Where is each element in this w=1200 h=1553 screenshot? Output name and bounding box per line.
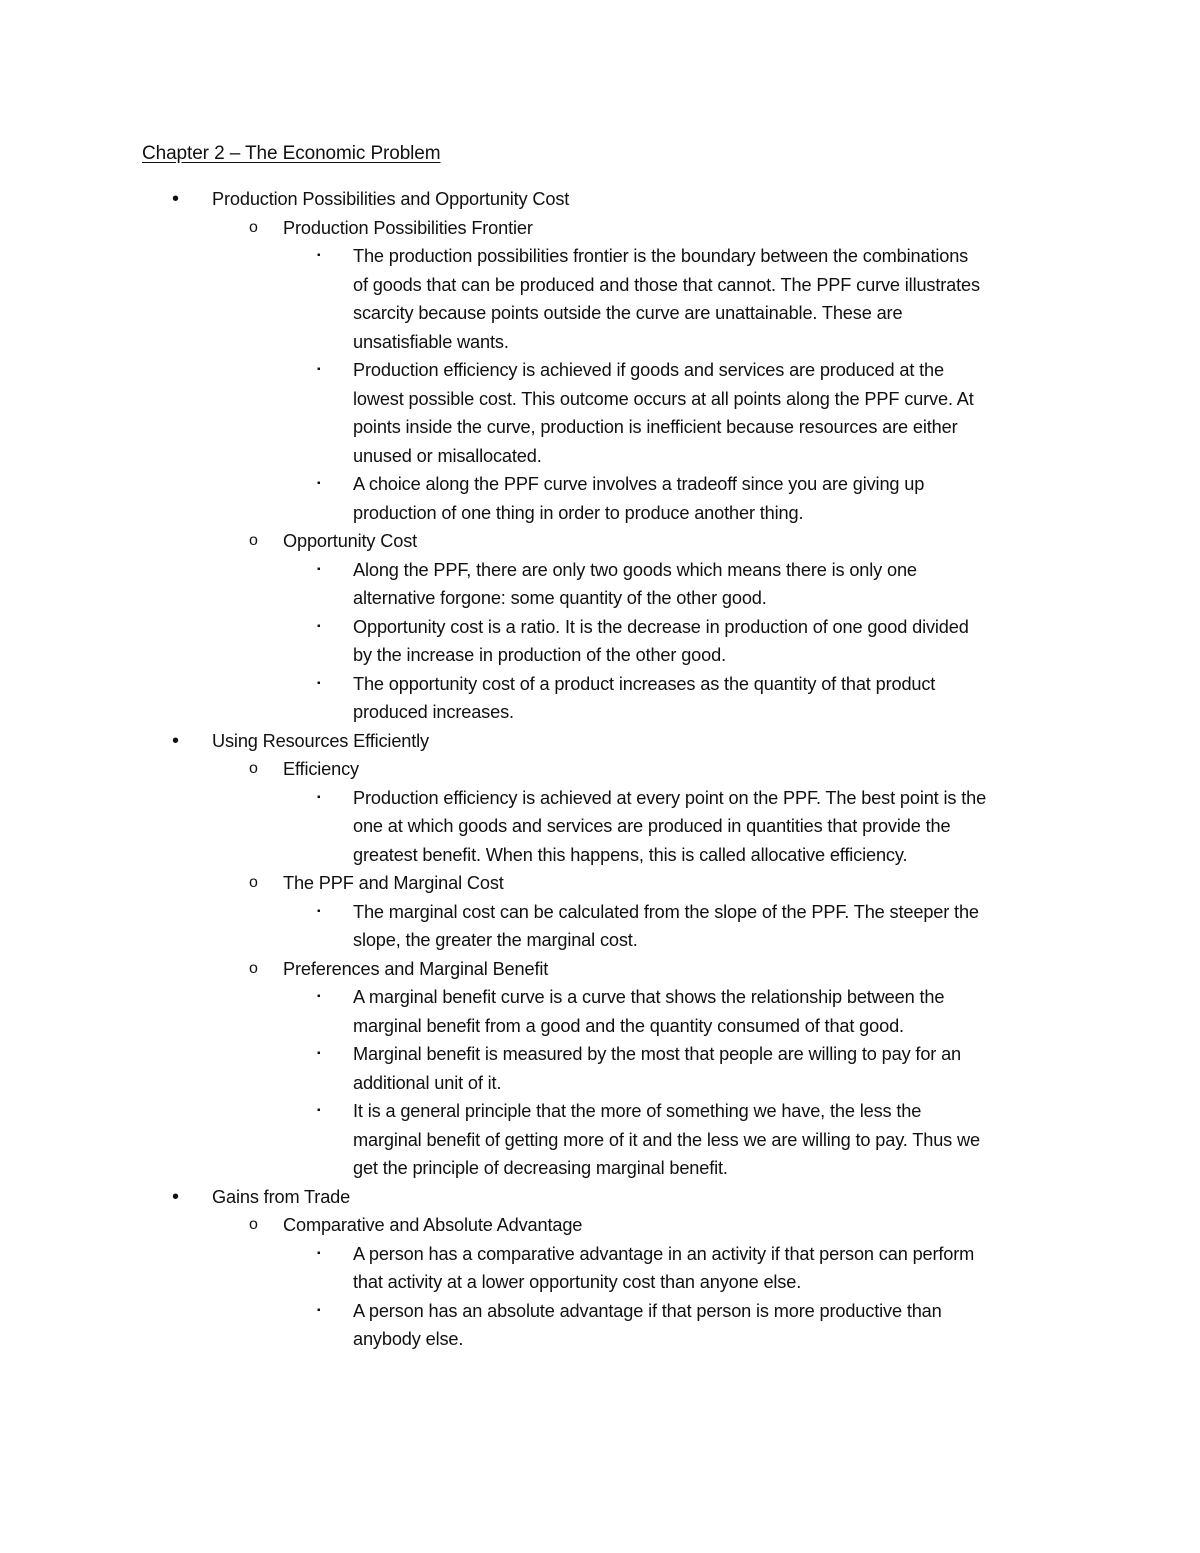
bullet-marker-level-3: ▪ xyxy=(317,620,321,632)
bullet-level-2 xyxy=(0,1211,1200,1240)
continuation-line xyxy=(0,413,1200,442)
bullet-marker-level-3: ▪ xyxy=(317,478,321,489)
line-text: A person has a comparative advantage in an activity if that person can perform xyxy=(353,1243,975,1264)
continuation-line xyxy=(0,499,1200,528)
bullet-marker-level-3: ▪ xyxy=(317,1105,321,1116)
line-text: Production Possibilities Frontier xyxy=(283,217,533,238)
line-text: greatest benefit. When this happens, this is called allocative efficiency. xyxy=(353,844,908,865)
line-text: scarcity because points outside the curve are unattainable. These are xyxy=(353,303,903,323)
line-text: Production Possibilities and Opportunity Cost xyxy=(212,189,570,209)
line-text: that activity at a lower opportunity cost than anyone else. xyxy=(353,1272,802,1292)
line-text: of goods that can be produced and those that cannot. The PPF curve illustrates xyxy=(353,274,980,295)
continuation-line xyxy=(0,584,1200,613)
continuation-line xyxy=(0,926,1200,955)
continuation-line xyxy=(0,1154,1200,1183)
continuation-line xyxy=(0,1268,1200,1297)
bullet-level-3 xyxy=(0,556,1200,585)
line-text: It is a general principle that the more of something we have, the less the xyxy=(353,1101,922,1121)
bullet-marker-level-3: ▪ xyxy=(317,563,321,575)
bullet-level-3 xyxy=(0,670,1200,699)
bullet-level-2 xyxy=(0,955,1200,984)
line-text: marginal benefit of getting more of it and the less we are willing to pay. Thus we xyxy=(353,1129,980,1150)
line-text: A choice along the PPF curve involves a tradeoff since you are giving up xyxy=(353,474,925,494)
bullet-marker-level-2: o xyxy=(249,959,258,977)
line-text: Efficiency xyxy=(283,759,360,779)
bullet-marker-level-3: ▪ xyxy=(317,250,321,261)
line-text: produced increases. xyxy=(353,702,514,722)
line-text: unsatisfiable wants. xyxy=(353,331,509,352)
line-text: marginal benefit from a good and the quantity consumed of that good. xyxy=(353,1015,904,1036)
line-text: slope, the greater the marginal cost. xyxy=(353,930,638,950)
chapter-title: Chapter 2 – The Economic Problem xyxy=(142,143,441,164)
bullet-level-3 xyxy=(0,1097,1200,1126)
line-text: A person has an absolute advantage if that person is more productive than xyxy=(353,1300,942,1321)
line-text: additional unit of it. xyxy=(353,1072,502,1093)
bullet-level-2 xyxy=(0,755,1200,784)
bullet-marker-level-2: o xyxy=(249,532,258,549)
bullet-marker-level-2: o xyxy=(249,218,258,236)
bullet-marker-level-1: • xyxy=(172,188,180,210)
line-text: one at which goods and services are produced in quantities that provide the xyxy=(353,816,951,836)
continuation-line xyxy=(0,442,1200,471)
line-text: unused or misallocated. xyxy=(353,445,542,466)
bullet-marker-level-3: ▪ xyxy=(317,991,321,1002)
bullet-marker-level-3: ▪ xyxy=(317,1247,321,1259)
continuation-line xyxy=(0,328,1200,357)
line-text: production of one thing in order to produce another thing. xyxy=(353,502,804,523)
continuation-line xyxy=(0,1012,1200,1041)
continuation-line xyxy=(0,385,1200,414)
bullet-marker-level-3: ▪ xyxy=(317,905,321,917)
bullet-outline xyxy=(0,185,1200,1354)
line-text: Marginal benefit is measured by the most that people are willing to pay for an xyxy=(353,1044,962,1064)
bullet-level-3 xyxy=(0,356,1200,385)
bullet-level-3 xyxy=(0,1297,1200,1326)
line-text: points inside the curve, production is inefficient because resources are either xyxy=(353,417,958,437)
line-text: Opportunity Cost xyxy=(283,531,418,551)
line-text: The opportunity cost of a product increases as the quantity of that product xyxy=(353,673,936,694)
bullet-level-1 xyxy=(0,185,1200,214)
bullet-level-3 xyxy=(0,242,1200,271)
bullet-level-2 xyxy=(0,214,1200,243)
line-text: get the principle of decreasing marginal benefit. xyxy=(353,1158,728,1178)
bullet-level-2 xyxy=(0,527,1200,556)
bullet-marker-level-3: ▪ xyxy=(317,791,321,803)
line-text: by the increase in production of the other good. xyxy=(353,645,726,665)
line-text: Comparative and Absolute Advantage xyxy=(283,1215,583,1235)
continuation-line xyxy=(0,812,1200,841)
bullet-level-2 xyxy=(0,869,1200,898)
continuation-line xyxy=(0,641,1200,670)
line-text: Opportunity cost is a ratio. It is the decrease in production of one good divided xyxy=(353,616,969,637)
line-text: The production possibilities frontier is the boundary between the combinations xyxy=(353,246,969,266)
bullet-marker-level-3: ▪ xyxy=(317,1048,321,1059)
line-text: The marginal cost can be calculated from the slope of the PPF. The steeper the xyxy=(353,901,979,922)
bullet-marker-level-1: • xyxy=(172,1185,180,1208)
bullet-level-3 xyxy=(0,784,1200,813)
continuation-line xyxy=(0,1126,1200,1155)
bullet-level-1 xyxy=(0,1183,1200,1212)
bullet-marker-level-2: o xyxy=(249,874,258,891)
line-text: Preferences and Marginal Benefit xyxy=(283,958,549,979)
line-text: Production efficiency is achieved at every point on the PPF. The best point is the xyxy=(353,787,987,808)
continuation-line xyxy=(0,271,1200,300)
continuation-line xyxy=(0,299,1200,328)
continuation-line xyxy=(0,1069,1200,1098)
bullet-level-3 xyxy=(0,898,1200,927)
bullet-marker-level-2: o xyxy=(249,1216,258,1233)
bullet-marker-level-2: o xyxy=(249,760,258,777)
line-text: Along the PPF, there are only two goods which means there is only one xyxy=(353,559,917,580)
line-text: anybody else. xyxy=(353,1329,464,1349)
bullet-level-3 xyxy=(0,470,1200,499)
continuation-line xyxy=(0,698,1200,727)
bullet-level-3 xyxy=(0,1040,1200,1069)
line-text: A marginal benefit curve is a curve that shows the relationship between the xyxy=(353,987,945,1007)
line-text: lowest possible cost. This outcome occurs at all points along the PPF curve. At xyxy=(353,388,974,409)
bullet-level-1 xyxy=(0,727,1200,756)
continuation-line xyxy=(0,841,1200,870)
bullet-marker-level-3: ▪ xyxy=(317,364,321,375)
bullet-level-3 xyxy=(0,613,1200,642)
bullet-marker-level-3: ▪ xyxy=(317,1304,321,1316)
line-text: Using Resources Efficiently xyxy=(212,730,429,751)
line-text: The PPF and Marginal Cost xyxy=(283,873,504,893)
continuation-line xyxy=(0,1325,1200,1354)
bullet-marker-level-3: ▪ xyxy=(317,677,321,689)
line-text: alternative forgone: some quantity of the other good. xyxy=(353,588,767,608)
line-text: Gains from Trade xyxy=(212,1186,351,1207)
bullet-level-3 xyxy=(0,1240,1200,1269)
bullet-marker-level-1: • xyxy=(172,729,180,752)
line-text: Production efficiency is achieved if goods and services are produced at the xyxy=(353,360,944,380)
bullet-level-3 xyxy=(0,983,1200,1012)
